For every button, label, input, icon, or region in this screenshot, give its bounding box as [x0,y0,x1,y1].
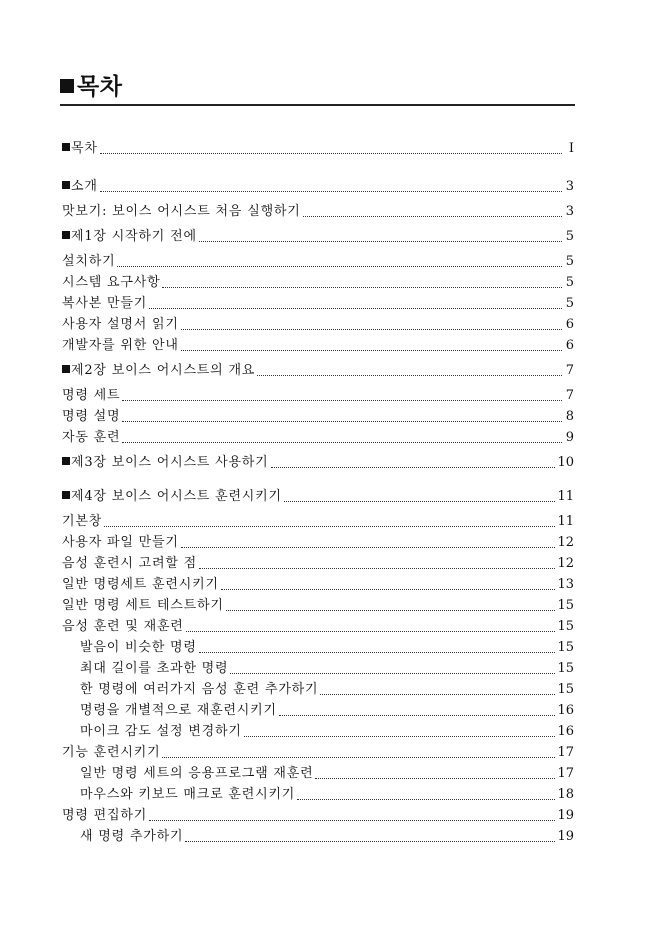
toc-entry-page: 11 [557,514,574,529]
leader-dots [199,651,556,653]
toc-entry-label: 제3장 보이스 어시스트 사용하기 [71,455,269,470]
toc-entry[interactable] [62,314,574,335]
leader-dots [226,609,556,611]
toc-entry[interactable] [62,201,574,222]
toc-entry-page: 6 [565,338,574,353]
toc-entry-label: 제2장 보이스 어시스트의 개요 [71,363,256,378]
leader-dots [271,466,556,468]
toc-entry[interactable] [62,486,574,507]
toc-entry[interactable] [62,805,574,826]
toc-entry-label: 명령 편집하기 [62,808,148,823]
toc-entry[interactable] [62,176,574,197]
toc-entry-label: 음성 훈련 및 재훈련 [62,619,184,634]
toc-entry-page: 5 [565,296,574,311]
leader-dots [162,756,555,758]
toc-entry-page: 10 [557,455,574,470]
toc-entry-label: 명령 설명 [62,409,121,424]
toc-entry[interactable] [62,742,574,763]
toc-entry-page: 12 [557,556,574,571]
toc-subentry[interactable] [62,721,574,742]
leader-dots [100,190,562,192]
toc-entry[interactable] [62,595,574,616]
leader-dots [284,500,556,502]
toc-entry-label: 기본창 [62,514,103,529]
leader-dots [117,265,562,267]
toc-entry-label: 마이크 감도 설정 변경하기 [80,724,242,739]
leader-dots [199,567,555,569]
square-bullet-icon [62,365,70,373]
page-title [60,68,122,101]
leader-dots [320,693,555,695]
toc-entry-page: 19 [557,829,574,844]
toc-entry-label: 시스템 요구사항 [62,275,161,290]
toc-entry-page: 6 [565,317,574,332]
leader-dots [244,735,556,737]
leader-dots [149,819,555,821]
square-bullet-icon [62,457,70,465]
toc-entry-label: 한 명령에 여러가지 음성 훈련 추가하기 [80,682,319,697]
toc-entry-page: 15 [557,682,574,697]
leader-dots [199,240,562,242]
leader-dots [279,714,556,716]
toc-entry-label: 제1장 시작하기 전에 [71,229,197,244]
square-bullet-icon [62,181,70,189]
toc-entry-page: 12 [557,535,574,550]
toc-entry-page: 16 [557,724,574,739]
toc-entry-page: 15 [557,598,574,613]
leader-dots [122,399,562,401]
toc-entry[interactable] [62,406,574,427]
toc-entry-label: 소개 [71,179,98,194]
toc-entry-label: 맛보기: 보이스 어시스트 처음 실행하기 [62,204,301,219]
leader-dots [303,215,562,217]
toc-entry-label: 자동 훈련 [62,430,121,445]
leader-dots [122,441,562,443]
page-title-text: 목차 [77,74,123,100]
square-bullet-icon [62,143,70,151]
toc-entry-label: 개발자를 위한 안내 [62,338,179,353]
toc-entry-page: 5 [565,275,574,290]
toc-entry[interactable] [62,272,574,293]
toc-entry-page: 15 [557,640,574,655]
leader-dots [181,328,562,330]
leader-dots [162,286,562,288]
toc-entry[interactable] [62,335,574,356]
toc-entry-page: 3 [565,179,574,194]
toc-subentry[interactable] [62,784,574,805]
toc-entry[interactable] [62,553,574,574]
toc-entry[interactable] [62,385,574,406]
square-bullet-icon [60,79,74,93]
toc-entry-page: 18 [557,787,574,802]
toc-entry[interactable] [62,574,574,595]
toc-entry[interactable] [62,511,574,532]
toc-entry-label: 발음이 비슷한 명령 [80,640,197,655]
toc-entry[interactable] [62,138,574,159]
toc-subentry[interactable] [62,658,574,679]
toc-entry-page: 16 [557,703,574,718]
toc-entry-label: 설치하기 [62,254,116,269]
leader-dots [257,374,562,376]
toc-entry-label: 음성 훈련시 고려할 점 [62,556,198,571]
toc-entry-label: 사용자 파일 만들기 [62,535,179,550]
toc-entry-label: 새 명령 추가하기 [80,829,184,844]
toc-entry[interactable] [62,251,574,272]
toc-entry-label: 명령을 개별적으로 재훈련시키기 [80,703,277,718]
leader-dots [186,630,556,632]
leader-dots [122,420,562,422]
leader-dots [221,588,556,590]
toc-entry[interactable] [62,226,574,247]
toc-entry-label: 명령 세트 [62,388,121,403]
toc-entry[interactable] [62,452,574,473]
toc-entry-page: 3 [565,204,574,219]
toc-entry-label: 최대 길이를 초과한 명령 [80,661,229,676]
toc-entry-page: 7 [565,388,574,403]
toc-entry-page: I [568,141,574,156]
toc-entry-label: 기능 훈련시키기 [62,745,161,760]
toc-entry-page: 17 [557,766,574,781]
toc-entry-label: 사용자 설명서 읽기 [62,317,179,332]
toc-entry-page: 17 [557,745,574,760]
leader-dots [230,672,555,674]
toc-entry[interactable] [62,360,574,381]
toc-entry-label: 마우스와 키보드 매크로 훈련시키기 [80,787,296,802]
leader-dots [104,525,555,527]
toc-entry-page: 5 [565,254,574,269]
leader-dots [100,152,562,154]
leader-dots [297,798,555,800]
toc-entry-label: 일반 명령 세트의 응용프로그램 재훈련 [80,766,314,781]
title-rule [60,104,575,106]
toc-entry-page: 19 [557,808,574,823]
toc-entry-label: 제4장 보이스 어시스트 훈련시키기 [71,489,282,504]
toc-entry-page: 7 [565,363,574,378]
toc-entry-page: 5 [565,229,574,244]
toc-entry-label: 일반 명령 세트 테스트하기 [62,598,224,613]
toc-entry-label: 복사본 만들기 [62,296,148,311]
toc-subentry[interactable] [62,700,574,721]
toc-subentry[interactable] [62,763,574,784]
toc-entry[interactable] [62,532,574,553]
toc-list [62,138,574,847]
toc-entry-page: 11 [557,489,574,504]
leader-dots [181,349,562,351]
leader-dots [315,777,555,779]
toc-entry-page: 9 [565,430,574,445]
toc-subentry[interactable] [62,637,574,658]
toc-subentry[interactable] [62,679,574,700]
toc-entry-page: 15 [557,619,574,634]
toc-entry-label: 목차 [71,141,98,156]
leader-dots [149,307,562,309]
toc-entry[interactable] [62,616,574,637]
toc-entry[interactable] [62,427,574,448]
leader-dots [185,840,555,842]
square-bullet-icon [62,491,70,499]
toc-subentry[interactable] [62,826,574,847]
leader-dots [181,546,556,548]
toc-entry-page: 8 [565,409,574,424]
toc-entry[interactable] [62,293,574,314]
square-bullet-icon [62,231,70,239]
toc-entry-label: 일반 명령세트 훈련시키기 [62,577,219,592]
toc-entry-page: 15 [557,661,574,676]
toc-entry-page: 13 [557,577,574,592]
